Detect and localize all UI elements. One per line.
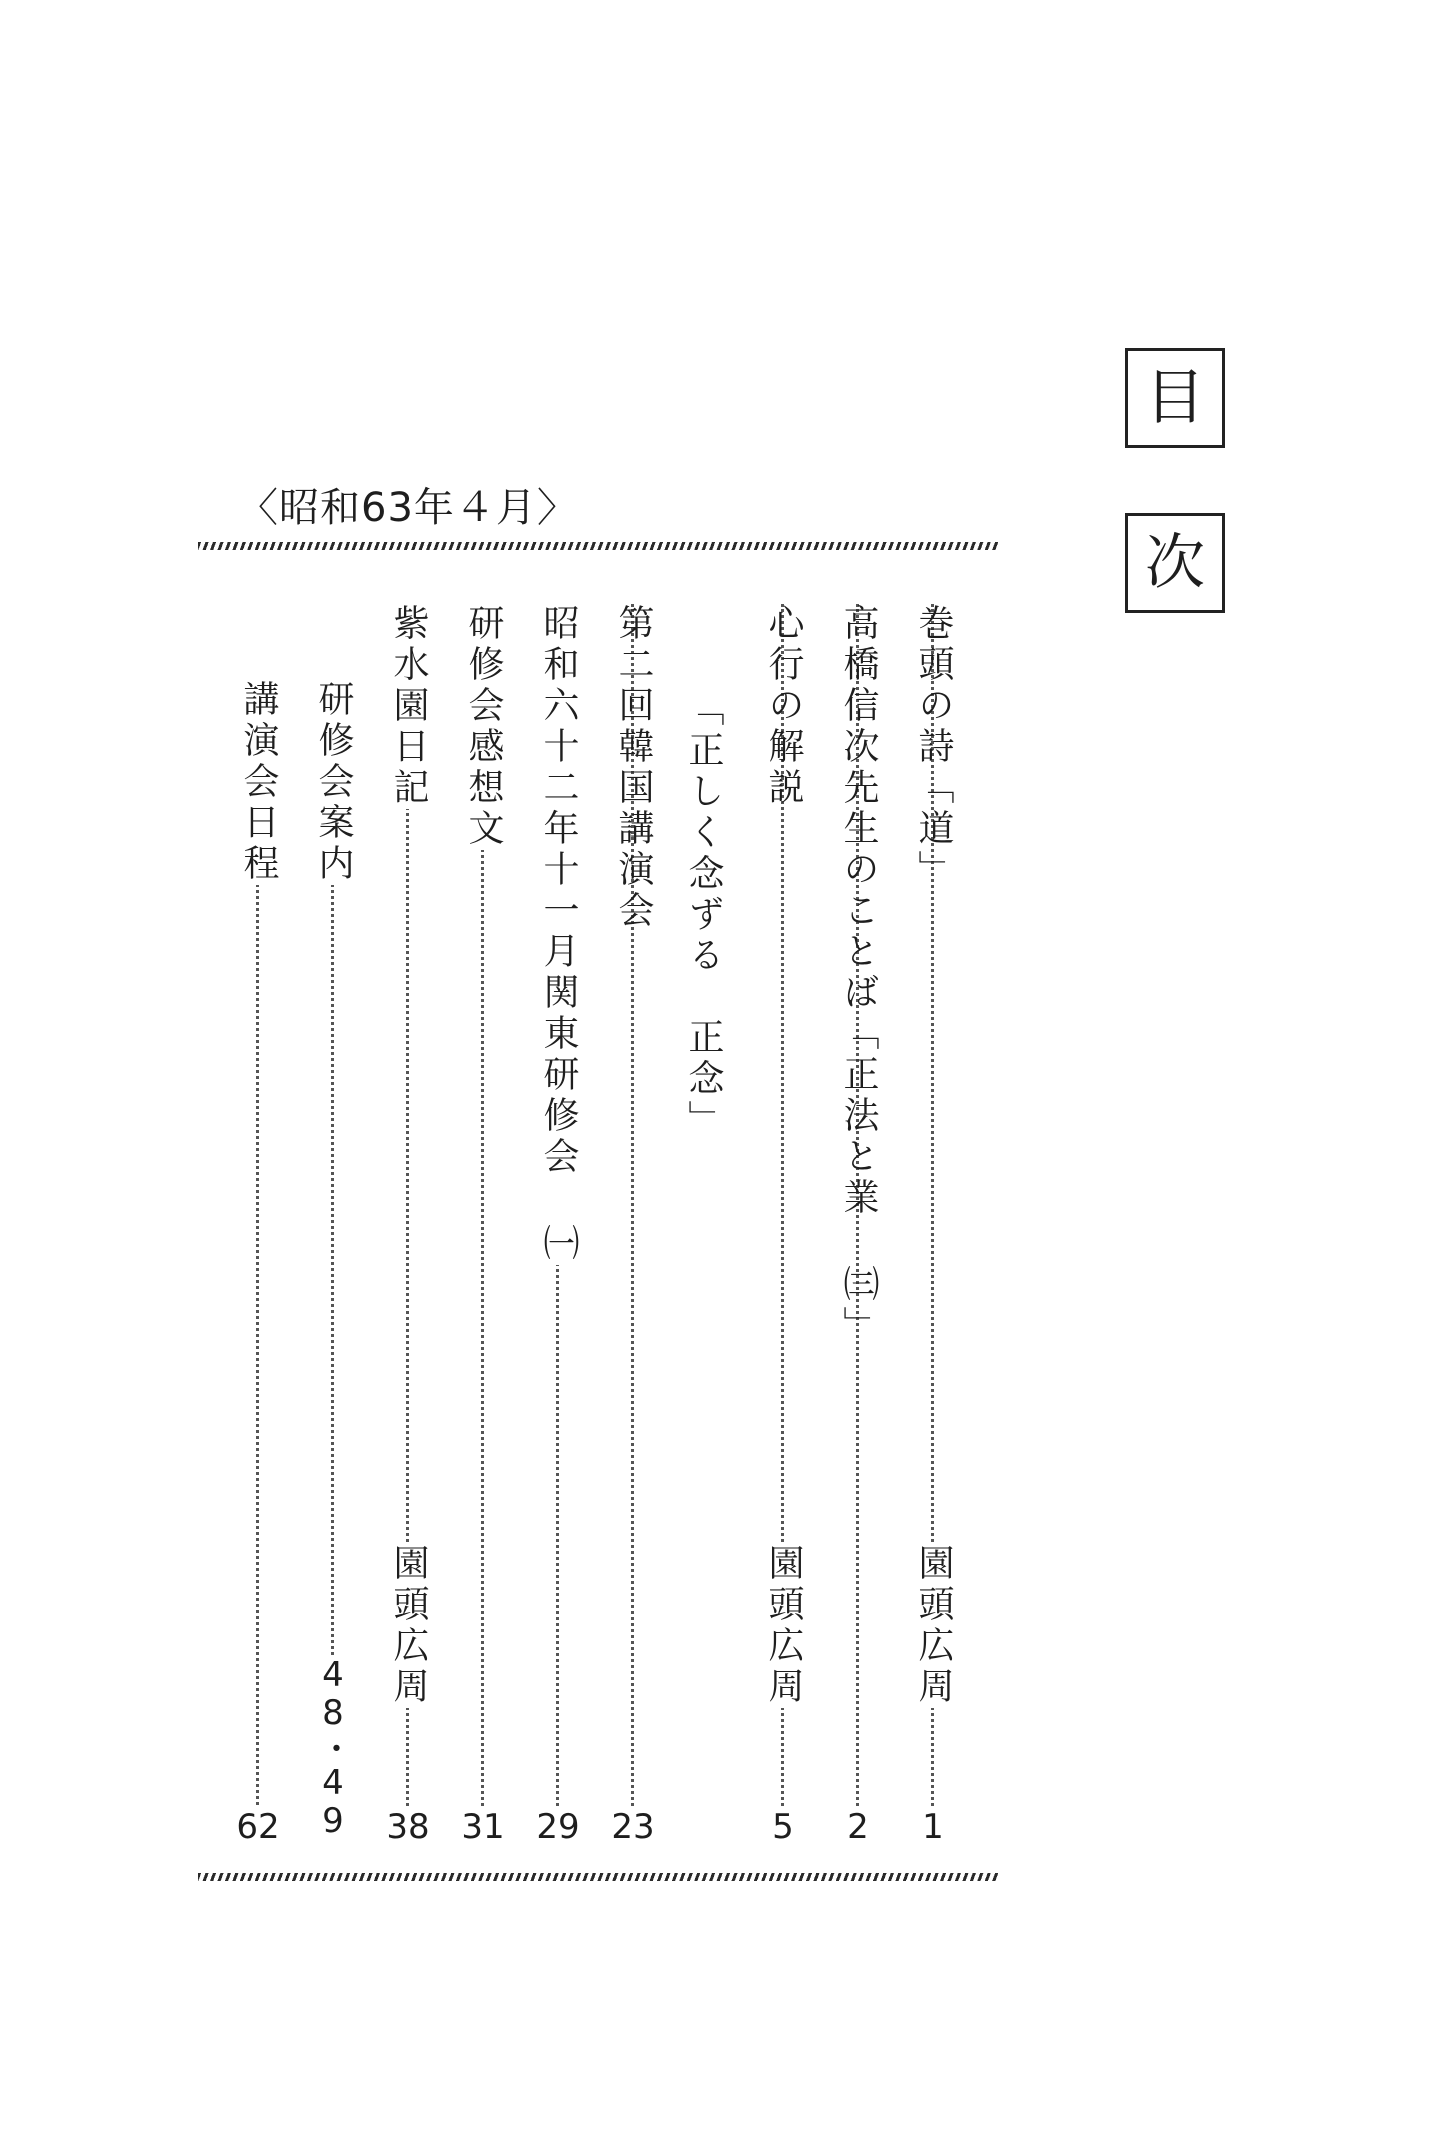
- entry-title: 講演会日程: [233, 680, 283, 885]
- entry-title: 心行の解説: [763, 604, 804, 809]
- toc-entry[interactable]: [383, 604, 433, 1847]
- page-number: 31: [446, 1807, 520, 1847]
- entry-author: 園頭広周: [383, 1544, 433, 1708]
- page-number: 62: [221, 1807, 295, 1847]
- entry-title: 巻頭の詩「道」: [913, 604, 954, 891]
- decorative-rule-bottom: [198, 1873, 998, 1881]
- entry-title: 紫水園日記: [383, 604, 433, 809]
- toc-heading-char-2: 次: [1125, 513, 1225, 613]
- toc-subtitle[interactable]: [678, 690, 728, 1141]
- toc-entry[interactable]: [608, 604, 658, 1847]
- entry-title: 「正しく念ずる 正念」: [683, 690, 724, 1141]
- issue-date: 〈昭和63年４月〉: [238, 485, 578, 531]
- entry-author: 園頭広周: [758, 1544, 808, 1708]
- entry-author: 園頭広周: [908, 1544, 958, 1708]
- toc-entry[interactable]: [908, 604, 958, 1847]
- toc-entry[interactable]: [533, 604, 583, 1847]
- toc-entry[interactable]: [308, 680, 358, 1847]
- toc-entry[interactable]: [458, 604, 508, 1847]
- entry-title: 昭和六十二年十一月関東研修会 ㈠: [533, 604, 583, 1265]
- page-number: 2: [821, 1807, 895, 1847]
- toc-entry[interactable]: [233, 680, 283, 1847]
- toc-entry[interactable]: [833, 604, 883, 1847]
- page-number: 5: [746, 1807, 820, 1847]
- entry-title: 高橋信次先生のことば「正法と業 ㈢」: [838, 604, 879, 1347]
- page-number: 29: [521, 1807, 595, 1847]
- decorative-rule-top: [198, 542, 998, 550]
- page-number: 48・49: [296, 1655, 370, 1847]
- entry-title: 研修会案内: [308, 680, 358, 885]
- entry-title: 研修会感想文: [458, 604, 508, 850]
- toc-entry[interactable]: [758, 604, 808, 1847]
- toc-heading-char-1: 目: [1125, 348, 1225, 448]
- page-number: 1: [896, 1807, 970, 1847]
- page-number: 38: [371, 1807, 445, 1847]
- entry-title: 第二回韓国講演会: [613, 604, 654, 932]
- page-number: 23: [596, 1807, 670, 1847]
